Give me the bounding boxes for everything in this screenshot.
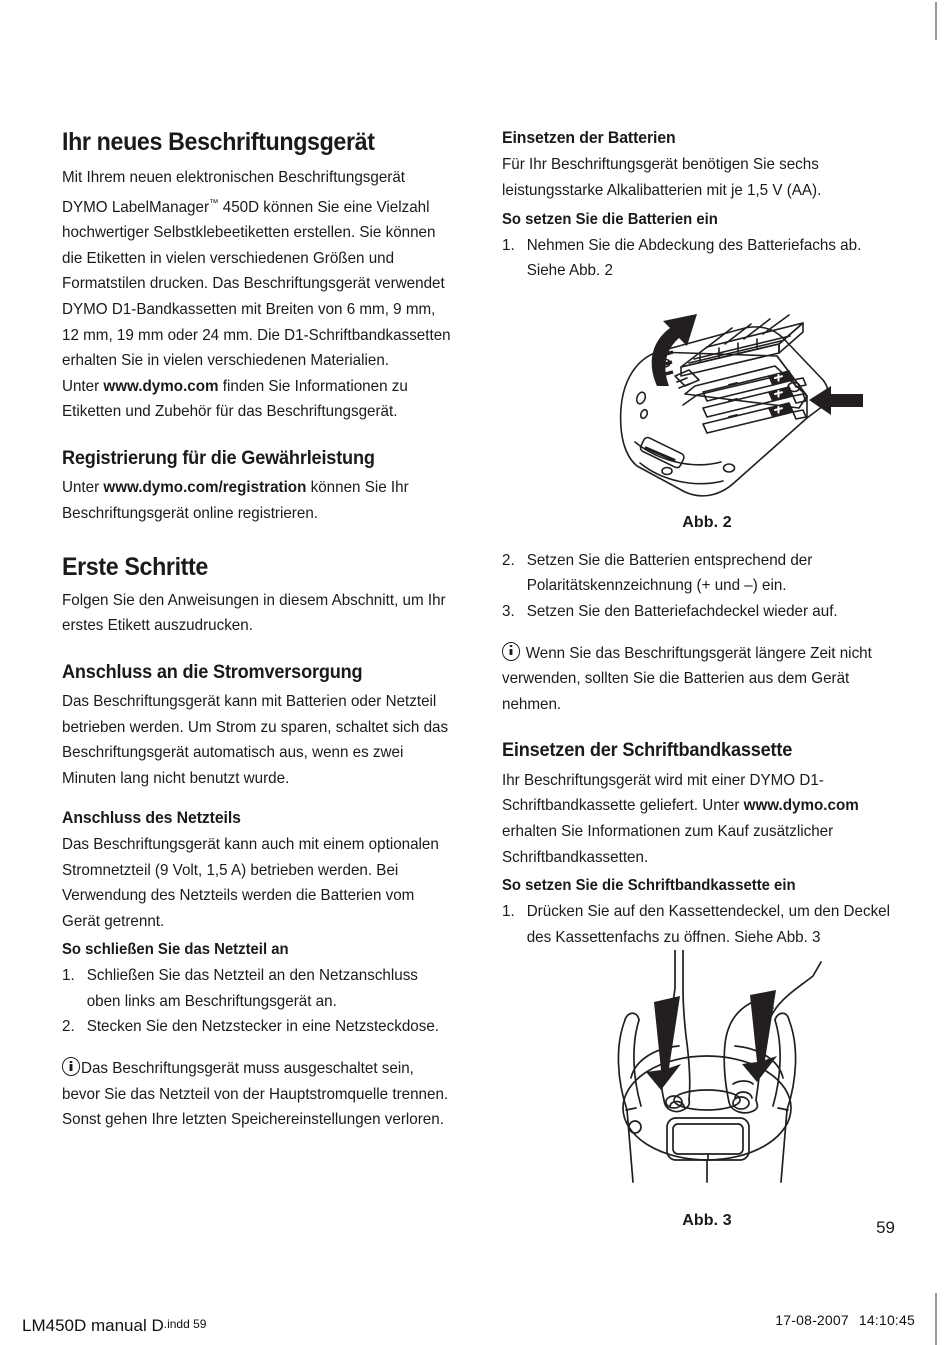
intro-text-b: 450D können Sie eine Vielzahl hochwertiger Selbstklebeetiketten erstellen. Sie können die Etiketten in vielen verschiedenen Größen und Formatstilen drucken. Das Beschriftungsgerät verwendet DYMO D1-Bandkassetten mit Breiten von 6 mm, 9 mm, 12 mm, 19 mm oder 24 mm. Die D1-Schriftbandkassetten erhalten Sie in vielen verschiedenen Materialien. [62,198,451,370]
label-maker-battery-illustration [507,290,907,505]
arrow-down-icon-right [742,990,777,1082]
footer-time-text: 14:10:45 [858,1312,915,1328]
list-item [502,548,892,599]
list-item [62,1014,452,1040]
footer-filename-ext: .indd 59 [163,1317,207,1331]
netzteil-note [62,1056,452,1133]
heading-erste-schritte: Erste Schritte [62,552,208,581]
heading-schriftbandkassette: Einsetzen der Schriftbandkassette [502,739,793,762]
list-item-number: 2. [502,551,515,569]
dymo-url-1: www.dymo.com [103,377,219,395]
page-title: Ihr neues Beschriftungsgerät [62,128,375,156]
stromversorgung-paragraph: Das Beschriftungsgerät kann mit Batterien oder Netzteil betrieben werden. Um Strom zu sparen, schaltet sich das Beschriftungsgerät automatisch aus, wenn es zwei Minuten lang nicht benutzt wurde. [62,693,449,787]
list-item-text: Drücken Sie auf den Kassettendeckel, um den Deckel des Kassettenfachs zu öffnen. Siehe Abb. 3 [526,903,891,946]
footer-filename [22,1316,206,1336]
list-item-text: Nehmen Sie die Abdeckung des Batteriefachs ab. Siehe Abb. 2 [526,236,862,280]
heading-registrierung: Registrierung für die Gewährleistung [62,446,375,469]
list-item-text: Setzen Sie die Batterien entsprechend der Polaritätskennzeichnung (+ und –) ein. [526,551,813,595]
subheading-batterien-einsetzen: So setzen Sie die Batterien ein [502,210,718,228]
info-icon [62,1057,80,1076]
figure-3 [502,950,912,1230]
list-item-text: Schließen Sie das Netzteil an den Netzanschluss oben links am Beschriftungsgerät an. [86,967,418,1010]
intro-paragraph-2 [62,374,452,425]
page-number: 59 [876,1218,895,1237]
list-item [62,963,452,1014]
list-item-number: 2. [62,1018,75,1036]
list-item-number: 1. [502,236,515,254]
registration-text-b: können Sie Ihr Beschriftungsgerät online registrieren. [62,479,409,522]
dymo-registration-url: www.dymo.com/registration [103,479,307,497]
heading-netzteil: Anschluss des Netzteils [62,807,241,827]
left-column [62,128,472,1149]
batterien-paragraph: Für Ihr Beschriftungsgerät benötigen Sie sechs leistungsstarke Alkalibatterien mit je 1,5 V (AA). [502,156,822,199]
batterien-note-text: Wenn Sie das Beschriftungsgerät längere Zeit nicht verwenden, sollten Sie die Batterien aus dem Gerät nehmen. [502,644,872,713]
heading-stromversorgung: Anschluss an die Stromversorgung [62,660,363,683]
registration-paragraph [62,475,452,526]
list-item [502,233,892,284]
kassette-steps-list [502,899,912,950]
netzteil-note-text: Das Beschriftungsgerät muss ausgeschaltet sein, bevor Sie das Netzteil von der Hauptstromquelle trennen. Sonst gehen Ihre letzten Speichereinstellungen verloren. [62,1060,449,1129]
kassette-text-b: erhalten Sie Informationen zum Kauf zusätzlicher Schriftbandkassetten. [502,822,834,866]
batterien-note [502,641,892,718]
intro-text-a: Mit Ihrem neuen elektronischen Beschriftungsgerät DYMO LabelManager [62,169,406,216]
list-item [502,599,892,625]
unter-label-2: Unter [62,479,104,497]
netzteil-steps-list [62,963,472,1040]
footer-date-text: 17-08-2007 [775,1312,849,1328]
batterien-step1-list [502,233,912,284]
intro2-text-b: finden Sie Informationen zu Etiketten und Zubehör für das Beschriftungsgerät. [62,377,408,421]
right-column [502,128,912,1230]
arrow-down-icon-left [646,996,681,1090]
netzteil-paragraph: Das Beschriftungsgerät kann auch mit einem optionalen Stromnetzteil (9 Volt, 1,5 A) betrieben werden. Bei Verwendung des Netzteils werden die Batterien vom Gerät getrennt. [62,835,439,930]
hands-pressing-cover-illustration [507,950,907,1205]
figure-2-caption: Abb. 2 [682,513,732,531]
figure-2 [502,290,912,532]
batterien-steps-list [502,548,912,625]
list-item-number: 1. [62,967,75,985]
dymo-url-2: www.dymo.com [743,797,859,815]
erste-schritte-paragraph: Folgen Sie den Anweisungen in diesem Abschnitt, um Ihr erstes Etikett auszudrucken. [62,591,446,635]
info-icon [502,642,520,661]
subheading-netzteil-anschliessen: So schließen Sie das Netzteil an [62,941,289,959]
kassette-paragraph [502,768,892,870]
footer-timestamp [775,1312,915,1328]
crop-mark-top-right [935,2,937,40]
kassette-text-a: Ihr Beschriftungsgerät wird mit einer DYMO D1-Schriftbandkassette geliefert. Unter [502,771,824,815]
list-item-text: Setzen Sie den Batteriefachdeckel wieder auf. [526,602,838,620]
subheading-kassette-einsetzen: So setzen Sie die Schriftbandkassette ein [502,877,796,895]
unter-label-1: Unter [62,377,104,395]
list-item [502,899,892,950]
list-item-number: 1. [502,903,515,921]
crop-mark-bottom-right [935,1293,937,1345]
figure-3-caption: Abb. 3 [682,1212,732,1230]
list-item-text: Stecken Sie den Netzstecker in eine Netzsteckdose. [86,1018,440,1036]
trademark-symbol: ™ [209,197,219,209]
intro-paragraph-1 [62,165,452,374]
heading-batterien: Einsetzen der Batterien [502,128,676,147]
footer-filename-text: LM450D manual D [22,1316,164,1335]
list-item-number: 3. [502,602,515,620]
